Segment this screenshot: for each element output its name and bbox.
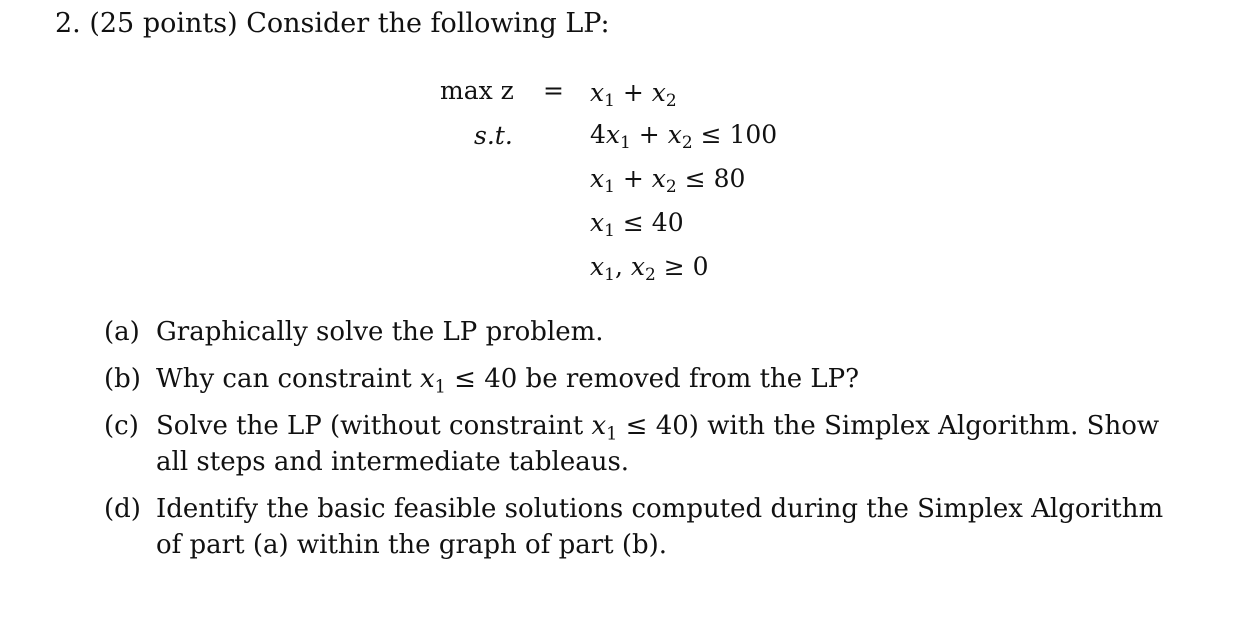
leq-sign: ≤ xyxy=(454,364,476,394)
equals-sign: = xyxy=(543,76,564,105)
constraint-1 xyxy=(590,120,778,154)
var-x: x xyxy=(591,411,607,441)
var-x: x xyxy=(651,164,666,193)
problem-heading: 2. (25 points) Consider the following LP: xyxy=(55,8,610,39)
part-b-label: (b) xyxy=(104,364,141,394)
subscript: 2 xyxy=(681,133,693,154)
var-x: x xyxy=(667,120,682,149)
comma: , xyxy=(614,252,623,281)
constraint-nonnegativity xyxy=(590,252,709,286)
leq-sign: ≤ xyxy=(684,164,706,193)
part-c-text-line2: all steps and intermediate tableaus. xyxy=(156,447,630,477)
var-x: x xyxy=(651,78,666,107)
leq-sign: ≤ xyxy=(700,120,722,149)
subscript: 1 xyxy=(604,91,615,112)
subscript: 1 xyxy=(434,377,446,398)
geq-sign: ≥ xyxy=(663,252,685,281)
part-b-post: 40 be removed from the LP? xyxy=(475,364,860,394)
objective-label-text: max z xyxy=(440,76,514,105)
var-x: x xyxy=(590,252,605,281)
var-x: x xyxy=(590,208,605,237)
part-d-text-line2: of part (a) within the graph of part (b). xyxy=(156,530,668,560)
var-x: x xyxy=(630,252,645,281)
var-x: x xyxy=(590,78,605,107)
leq-sign: ≤ xyxy=(622,208,644,237)
objective-label xyxy=(440,76,514,106)
subscript: 1 xyxy=(606,424,618,445)
var-x: x xyxy=(590,164,605,193)
part-c-post: 40) with the Simplex Algorithm. Show xyxy=(647,411,1160,441)
subscript: 2 xyxy=(665,177,677,198)
part-a-label: (a) xyxy=(104,317,140,347)
plus-sign: + xyxy=(638,120,660,149)
objective-expression xyxy=(590,78,677,112)
leq-sign: ≤ xyxy=(625,411,648,441)
rhs-value: 80 xyxy=(713,164,746,193)
st-label: s.t. xyxy=(474,121,513,150)
subscript: 1 xyxy=(604,177,615,198)
subscript: 1 xyxy=(604,265,615,286)
rhs-value: 0 xyxy=(692,252,709,281)
part-b-pre: Why can constraint xyxy=(156,364,420,394)
rhs-value: 40 xyxy=(651,208,684,237)
rhs-value: 100 xyxy=(729,120,778,149)
part-c-text-line1 xyxy=(156,408,1159,444)
part-b-text xyxy=(156,361,859,397)
part-a-text: Graphically solve the LP problem. xyxy=(156,317,604,347)
subscript: 1 xyxy=(604,221,615,242)
part-d-text-line1: Identify the basic feasible solutions computed during the Simplex Algorithm xyxy=(156,494,1164,524)
var-x: x xyxy=(419,364,435,394)
part-d-label: (d) xyxy=(104,494,141,524)
var-x: x xyxy=(605,120,621,149)
plus-sign: + xyxy=(622,78,644,107)
plus-sign: + xyxy=(622,164,644,193)
part-c-pre: Solve the LP (without constraint xyxy=(156,411,592,441)
subscript: 2 xyxy=(665,91,677,112)
subscript: 2 xyxy=(644,265,656,286)
coefficient: 4 xyxy=(590,120,606,149)
constraint-3 xyxy=(590,208,684,242)
part-c-label: (c) xyxy=(104,411,139,441)
constraint-2 xyxy=(590,164,746,198)
subscript: 1 xyxy=(620,133,631,154)
